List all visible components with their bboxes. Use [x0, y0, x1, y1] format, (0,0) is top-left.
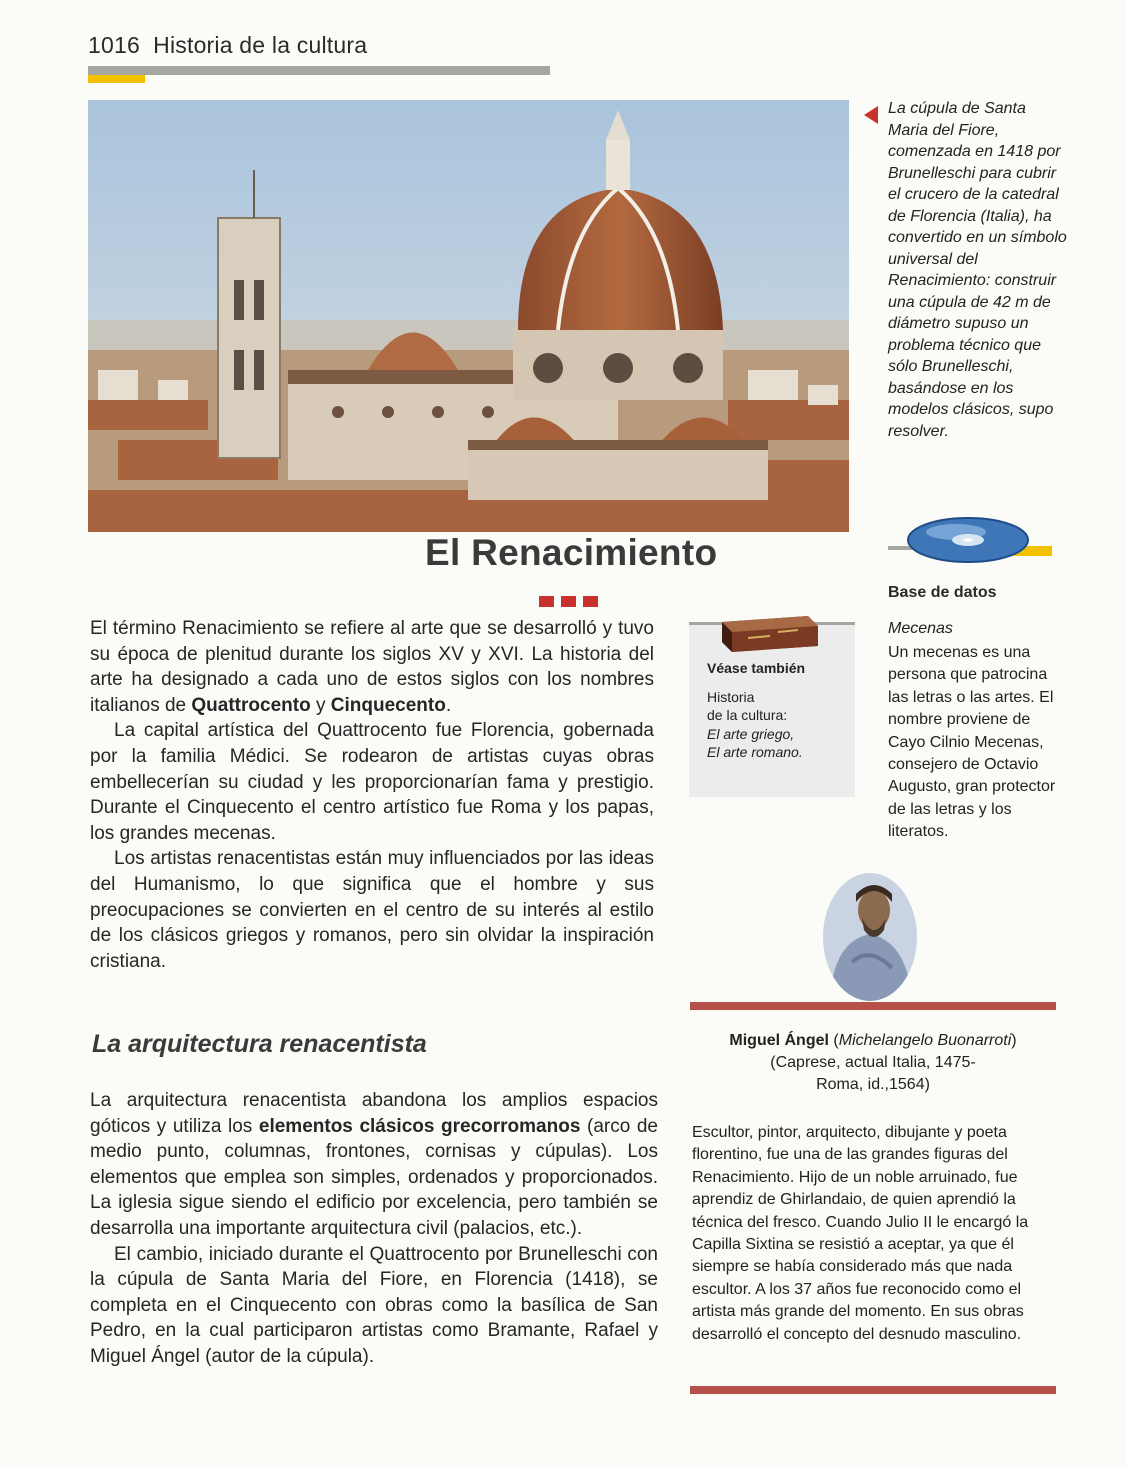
intro-text [90, 616, 654, 974]
title-ornament-square [561, 596, 576, 607]
title-ornament-square [583, 596, 598, 607]
title-ornament-square [539, 596, 554, 607]
see-also-title: Véase también [707, 660, 806, 676]
section-paragraph: La arquitectura renacentista abandona los amplios espacios góticos y utiliza los elementos clásicos grecorromanos (arco de medio punto, columnas, frontones, cornisas y cúpulas). Los elementos que emplea son simples, ordenados y proporcionados. La iglesia sigue siendo el edificio por excelencia, pero también se desarrolla una importante arquitectura civil (palacios, etc.). [90, 1090, 658, 1239]
database-definition: Un mecenas es una persona que patrocina las letras o las artes. El nombre proviene de Cayo Cilnio Mecenas, consejero de Octavio Augusto, gran protector de las letras y los literatos. [888, 644, 1056, 841]
header-accent-rule [88, 75, 145, 83]
biography-name: Miguel Ángel [729, 1032, 829, 1049]
see-also-link[interactable]: de la cultura: [707, 707, 788, 723]
see-also-link[interactable]: El arte griego, [707, 726, 795, 742]
database-term: Mecenas [888, 620, 953, 637]
michelangelo-portrait [822, 872, 918, 1002]
database-title: Base de datos [888, 584, 997, 601]
caption-pointer-icon [864, 106, 878, 124]
biography-top-rule [690, 1002, 1056, 1010]
page-header [88, 32, 367, 59]
see-also-link[interactable]: Historia [707, 689, 755, 705]
see-also-link[interactable]: El arte romano. [707, 744, 803, 760]
cathedral-photo [88, 100, 849, 532]
intro-paragraph: La capital artística del Quattrocento fue Florencia, gobernada por la familia Médici. Se rodearon de artistas cuyas obras embellecerían su ciudad y les proporcionarían fama y prestigio. Durante el Cinquecento el centro artístico fue Roma y los papas, los grandes mecenas. [90, 720, 654, 844]
biography-origin-2: Roma, id.,1564) [816, 1076, 930, 1093]
intro-paragraph: Los artistas renacentistas están muy influenciados por las ideas del Humanismo, lo que significa que el hombre y sus preocupaciones se convierten en el centro de su interés al estilo de los clásicos griegos y romanos, pero sin olvidar la inspiración cristiana. [90, 848, 654, 972]
biography-bottom-rule [690, 1386, 1056, 1394]
section-text [90, 1088, 658, 1370]
intro-paragraph: El término Renacimiento se refiere al arte que se desarrolló y tuvo su época de plenitud durante los siglos XV y XVI. La historia del arte ha designado a cada uno de estos siglos con los nombres italianos de Quattrocento y Cinquecento. [90, 618, 654, 716]
book-icon [718, 612, 822, 661]
section-heading: La arquitectura renacentista [92, 1030, 427, 1058]
page-number: 1016 [88, 32, 140, 58]
chapter-title: El Renacimiento [425, 532, 718, 573]
section-paragraph: El cambio, iniciado durante el Quattrocento por Brunelleschi con la cúpula de Santa Maria del Fiore, en Florencia (1418), se completa en el Cinquecento con obras como la basílica de San Pedro, en la cual participaron artistas como Bramante, Rafael y Miguel Ángel (autor de la cúpula). [90, 1243, 658, 1367]
photo-caption: La cúpula de Santa Maria del Fiore, comenzada en 1418 por Brunelleschi para cubrir el crucero de la catedral de Florencia (Italia), ha convertido en un símbolo universal del Renacimiento: construir una cúpula de 42 m de diámetro supuso un problema técnico que sólo Brunelleschi, basándose en los modelos clásicos, supo resolver. [888, 100, 1067, 440]
section-title: Historia de la cultura [153, 32, 368, 58]
cd-disc-icon [906, 516, 1030, 569]
biography-italian-name: Michelangelo Buonarroti [838, 1032, 1012, 1049]
biography-origin: (Caprese, actual Italia, 1475- [770, 1054, 976, 1071]
biography-text: Escultor, pintor, arquitecto, dibujante y poeta florentino, fue una de las grandes figuras del Renacimiento. Hijo de un noble arruinado, fue aprendiz de Ghirlandaio, de quien aprendió la técnica del fresco. Cuando Julio II le encargó la Capilla Sixtina se resistió a aceptar, ya que él siempre se había considerado más que nada escultor. A los 37 años fue reconocido como el artista más grande del momento. En sus obras desarrolló el concepto del desnudo masculino. [692, 1124, 1029, 1343]
header-rule [88, 66, 550, 75]
biography-heading: Miguel Ángel (Michelangelo Buonarroti) (Caprese, actual Italia, 1475- Roma, id.,1564) [729, 1032, 1017, 1093]
